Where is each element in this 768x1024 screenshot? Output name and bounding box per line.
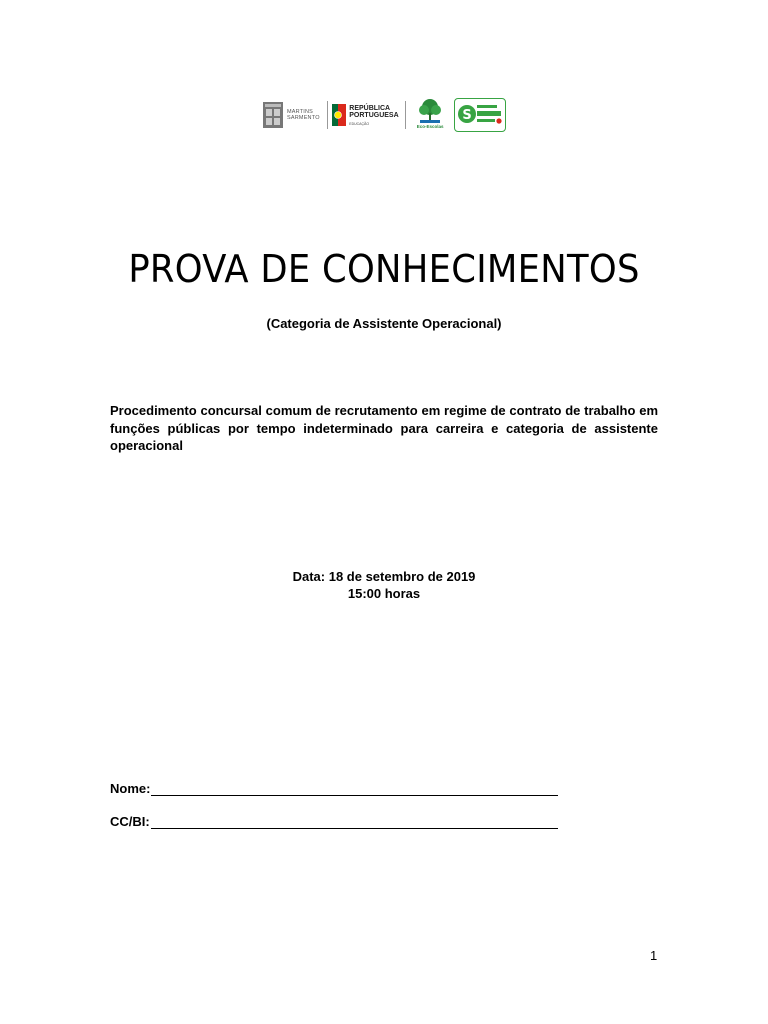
eco-escolas-label: Eco-Escolas bbox=[416, 124, 444, 129]
id-input-line[interactable] bbox=[151, 816, 558, 829]
martins-sarmento-logo bbox=[262, 98, 323, 132]
name-field[interactable] bbox=[110, 781, 558, 796]
logo-bar bbox=[262, 96, 506, 134]
logo-divider bbox=[405, 101, 406, 129]
exam-date: Data: 18 de setembro de 2019 bbox=[292, 569, 476, 584]
martins-sarmento-label: MARTINS SARMENTO bbox=[287, 109, 320, 121]
page-number: 1 bbox=[650, 948, 658, 963]
document-subtitle: (Categoria de Assistente Operacional) bbox=[266, 316, 502, 331]
svg-text:S: S bbox=[462, 108, 472, 123]
eco-escolas-tree-icon bbox=[410, 97, 450, 125]
escola-saudavel-emblem-icon bbox=[454, 98, 506, 130]
eco-escolas-logo bbox=[410, 97, 450, 133]
republica-label: REPÚBLICA bbox=[349, 104, 391, 112]
portuguesa-label: PORTUGUESA bbox=[349, 111, 399, 119]
name-label: Nome: bbox=[110, 781, 151, 796]
republica-portuguesa-logo bbox=[332, 98, 401, 132]
logo-divider bbox=[327, 101, 328, 129]
id-label: CC/BI: bbox=[110, 814, 150, 829]
name-input-line[interactable] bbox=[151, 783, 558, 796]
procedure-description: Procedimento concursal comum de recrutamento em regime de contrato de trabalho em funções públicas por tempo indeterminado para carreira e categoria de assistente operacional bbox=[110, 403, 658, 453]
exam-time: 15:00 horas bbox=[347, 586, 421, 601]
exam-schedule bbox=[0, 568, 768, 602]
document-title: PROVA DE CONHECIMENTOS bbox=[128, 247, 640, 291]
portugal-flag-icon bbox=[332, 104, 346, 126]
school-crest-icon bbox=[262, 100, 284, 130]
escola-saudavel-logo bbox=[454, 98, 506, 132]
id-field[interactable] bbox=[110, 814, 558, 829]
educacao-label: EDUCAÇÃO bbox=[349, 121, 370, 126]
